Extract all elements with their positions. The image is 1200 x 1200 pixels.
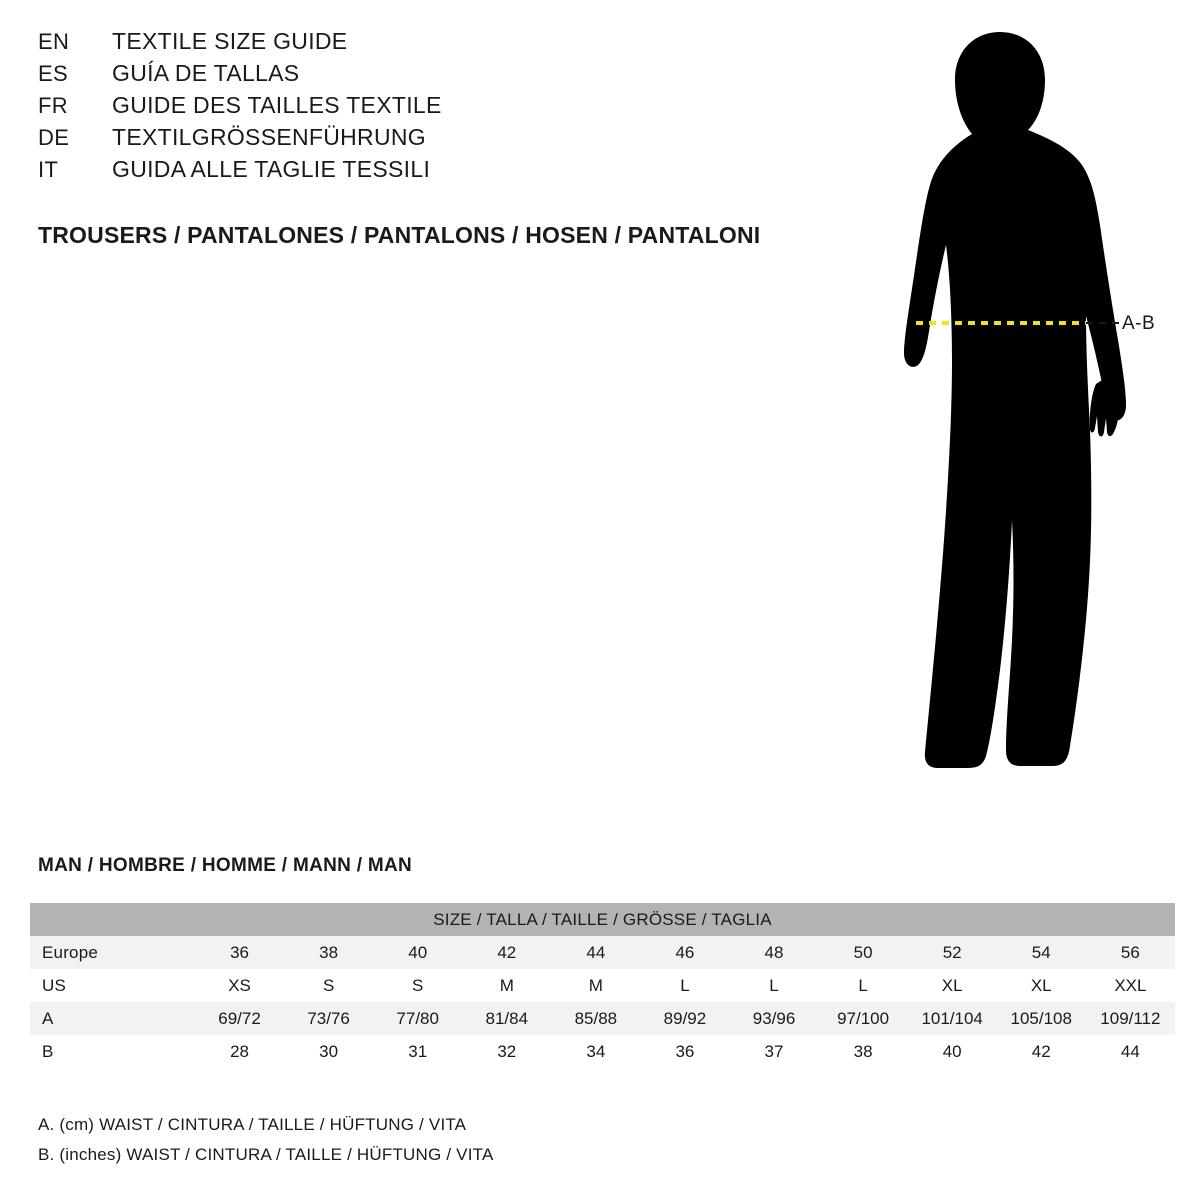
table-row — [30, 969, 1175, 1002]
table-cell: 105/108 — [997, 1002, 1086, 1035]
table-cell: 93/96 — [729, 1002, 818, 1035]
row-label: Europe — [30, 936, 195, 969]
size-table-wrapper — [30, 903, 1175, 1068]
table-cell: L — [640, 969, 729, 1002]
table-cell: 46 — [640, 936, 729, 969]
language-row — [38, 124, 798, 156]
table-cell: 36 — [195, 936, 284, 969]
table-row — [30, 1002, 1175, 1035]
table-cell: 44 — [1086, 1035, 1175, 1068]
row-label: US — [30, 969, 195, 1002]
size-table — [30, 903, 1175, 1068]
table-cell: 42 — [462, 936, 551, 969]
language-code: ES — [38, 61, 68, 86]
silhouette-shape — [904, 32, 1126, 768]
table-cell: 32 — [462, 1035, 551, 1068]
table-cell: 81/84 — [462, 1002, 551, 1035]
table-row — [30, 936, 1175, 969]
table-cell: M — [462, 969, 551, 1002]
table-cell: 69/72 — [195, 1002, 284, 1035]
table-header-label: SIZE / TALLA / TAILLE / GRÖSSE / TAGLIA — [30, 903, 1175, 936]
language-code: EN — [38, 29, 70, 54]
table-cell: 38 — [284, 936, 373, 969]
language-code: IT — [38, 157, 59, 182]
language-row — [38, 92, 798, 124]
table-cell: 101/104 — [908, 1002, 997, 1035]
table-cell: 44 — [551, 936, 640, 969]
table-cell: 50 — [819, 936, 908, 969]
language-code: DE — [38, 125, 70, 150]
row-label: B — [30, 1035, 195, 1068]
table-cell: 54 — [997, 936, 1086, 969]
table-cell: 36 — [640, 1035, 729, 1068]
language-row — [38, 28, 798, 60]
table-cell: 40 — [908, 1035, 997, 1068]
male-silhouette-figure — [820, 20, 1180, 810]
table-cell: XS — [195, 969, 284, 1002]
garment-type-title: TROUSERS / PANTALONES / PANTALONS / HOSEN / PANTALONI — [38, 222, 761, 248]
table-cell: S — [284, 969, 373, 1002]
table-cell: 77/80 — [373, 1002, 462, 1035]
table-section-title: MAN / HOMBRE / HOMME / MANN / MAN — [38, 855, 413, 876]
table-cell: 73/76 — [284, 1002, 373, 1035]
table-cell: 28 — [195, 1035, 284, 1068]
language-text: TEXTILE SIZE GUIDE — [112, 28, 348, 54]
language-text: GUIDE DES TAILLES TEXTILE — [112, 92, 442, 118]
language-text: GUIDA ALLE TAGLIE TESSILI — [112, 156, 431, 182]
table-cell: 56 — [1086, 936, 1175, 969]
table-cell: 34 — [551, 1035, 640, 1068]
table-cell: M — [551, 969, 640, 1002]
language-row — [38, 60, 798, 92]
table-cell: L — [729, 969, 818, 1002]
table-cell: 31 — [373, 1035, 462, 1068]
table-cell: 85/88 — [551, 1002, 640, 1035]
table-cell: S — [373, 969, 462, 1002]
language-row — [38, 156, 798, 188]
table-cell: 97/100 — [819, 1002, 908, 1035]
table-cell: 52 — [908, 936, 997, 969]
table-cell: 30 — [284, 1035, 373, 1068]
table-cell: 89/92 — [640, 1002, 729, 1035]
footnote-a: A. (cm) WAIST / CINTURA / TAILLE / HÜFTUNG / VITA — [38, 1115, 467, 1134]
table-header-row — [30, 903, 1175, 936]
table-cell: 42 — [997, 1035, 1086, 1068]
row-label: A — [30, 1002, 195, 1035]
table-cell: XL — [997, 969, 1086, 1002]
table-cell: XXL — [1086, 969, 1175, 1002]
footnotes — [38, 1110, 494, 1170]
table-cell: 37 — [729, 1035, 818, 1068]
table-cell: L — [819, 969, 908, 1002]
table-cell: 48 — [729, 936, 818, 969]
table-cell: 109/112 — [1086, 1002, 1175, 1035]
table-cell: XL — [908, 969, 997, 1002]
language-text: TEXTILGRÖSSENFÜHRUNG — [112, 124, 426, 150]
language-code: FR — [38, 93, 68, 118]
waist-measure-label: A-B — [1122, 313, 1156, 334]
language-list — [38, 28, 798, 188]
table-cell: 40 — [373, 936, 462, 969]
table-cell: 38 — [819, 1035, 908, 1068]
table-row — [30, 1035, 1175, 1068]
footnote-b: B. (inches) WAIST / CINTURA / TAILLE / HÜFTUNG / VITA — [38, 1145, 494, 1164]
language-text: GUÍA DE TALLAS — [112, 60, 300, 86]
